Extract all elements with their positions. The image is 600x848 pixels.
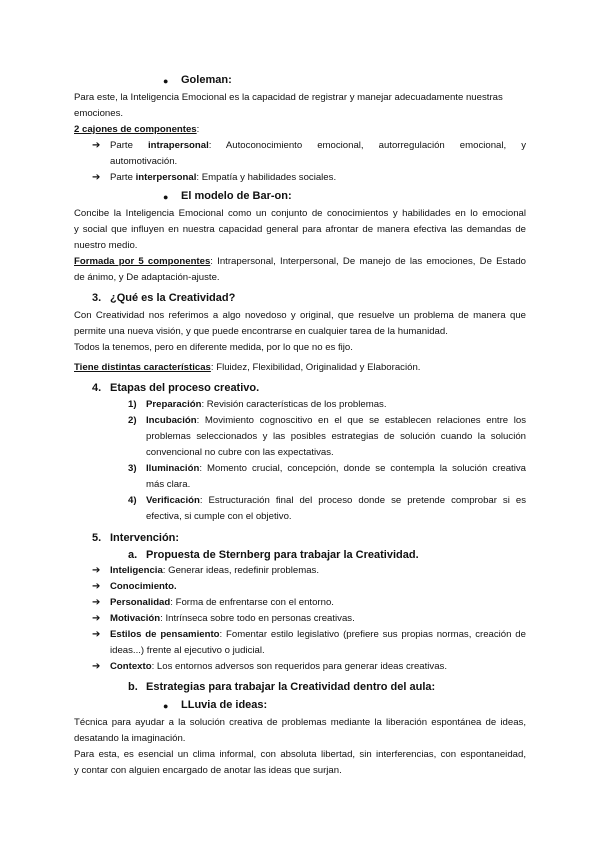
item-key: Contexto [110,661,152,672]
heading-intervencion: Intervención: [110,532,180,544]
parte-text: : Autoconocimiento emocional, autorregulación emocional, y [208,140,526,151]
paragraph-line: Con Creatividad nos referimos a algo novedoso y original, que resuelve un problema de manera que [74,310,526,321]
etapa-text: : Revisión características de los problemas. [201,399,387,410]
arrow-right-icon: ➔ [92,140,101,151]
item-key: Motivación [110,613,161,624]
item-text: : Forma de enfrentarse con el entorno. [170,597,334,608]
bullet-icon: ● [163,192,169,202]
paragraph-line: y contar con alguien encargado de anotar las ideas que surjan. [74,765,342,776]
paragraph-line: y social que influyen en nuestra capacidad general para afrontar de manera efectiva las demandas de [74,224,526,235]
section-number: 3. [92,292,102,304]
item-text: : Los entornos adversos son requeridos para generar ideas creativas. [151,661,448,672]
sternberg-item [110,611,355,627]
sternberg-item [110,595,334,611]
list-number: 2) [128,415,137,426]
arrow-right-icon: ➔ [92,581,101,592]
subsection-letter: a. [128,549,138,561]
bullet-icon: ● [163,701,169,711]
paragraph-line: nuestro medio. [74,240,138,251]
etapa-item [146,493,526,509]
item-text: : Fomentar estilo legislativo (prefiere sus propias normas, creación de [219,629,526,640]
item-text: : Intrínseca sobre todo en personas creativas. [160,613,355,624]
paragraph-line: problemas seleccionados y las posibles estrategias de solución cuando la solución [146,431,526,442]
bullet-icon: ● [163,76,169,86]
etapa-item [146,397,387,413]
parte-interpersonal [110,170,336,186]
arrow-right-icon: ➔ [92,172,101,183]
arrow-right-icon: ➔ [92,597,101,608]
item-key: Inteligencia [110,565,163,576]
etapa-text: : Movimiento cognoscitivo en el que se establecen relaciones entre los [196,415,526,426]
paragraph-line: de ánimo, y De adaptación-ajuste. [74,272,220,283]
section-number: 5. [92,532,102,544]
heading-creatividad: ¿Qué es la Creatividad? [110,292,236,304]
sternberg-item [110,627,526,643]
paragraph-line: Para esta, es esencial un clima informal, con absoluta libertad, sin interferencias, con espontaneidad, [74,749,526,760]
heading-estrategias: Estrategias para trabajar la Creatividad dentro del aula: [146,681,436,693]
paragraph-line: ideas...) frente al ejecutivo o judicial. [110,645,265,656]
formada-line [74,254,526,270]
etapa-key: Verificación [146,495,200,506]
caracteristicas-line [74,360,420,376]
item-key: Conocimiento. [110,581,177,592]
parte-prefix: Parte [110,172,136,183]
paragraph-line: Todos la tenemos, pero en diferente medida, por lo que no es fijo. [74,342,353,353]
section-number: 4. [92,382,102,394]
paragraph-line: emociones. [74,108,124,119]
paragraph-line: más clara. [146,479,191,490]
etapa-text: : Estructuración final del proceso donde se pretende comprobar si es [199,495,526,506]
item-key: Personalidad [110,597,171,608]
paragraph-line: efectiva, si cumple con el objetivo. [146,511,292,522]
parte-prefix: Parte [110,140,148,151]
etapa-key: Incubación [146,415,197,426]
heading-baron: El modelo de Bar-on: [181,190,292,202]
etapa-text: : Momento crucial, concepción, donde se contempla la solución creativa [199,463,526,474]
parte-text: : Empatía y habilidades sociales. [196,172,337,183]
heading-sternberg: Propuesta de Sternberg para trabajar la Creatividad. [146,549,419,561]
heading-goleman: Goleman: [181,74,232,86]
cajones-colon: : [196,124,200,135]
sternberg-item [110,563,319,579]
parte-key: intrapersonal [147,140,209,151]
paragraph-line: automotivación. [110,156,178,167]
list-number: 3) [128,463,137,474]
sternberg-item [110,659,447,675]
list-number: 4) [128,495,137,506]
arrow-right-icon: ➔ [92,565,101,576]
paragraph-line: convencional no cubre con las expectativas. [146,447,334,458]
heading-lluvia: LLuvia de ideas: [181,699,268,711]
etapa-key: Preparación [146,399,202,410]
item-text: : Generar ideas, redefinir problemas. [162,565,320,576]
paragraph-line: desatando la imaginación. [74,733,186,744]
arrow-right-icon: ➔ [92,613,101,624]
etapa-key: Iluminación [146,463,200,474]
formada-text: : Intrapersonal, Interpersonal, De manejo de las emociones, De Estado [210,256,526,267]
arrow-right-icon: ➔ [92,629,101,640]
caracteristicas-text: : Fluidez, Flexibilidad, Originalidad y Elaboración. [210,362,421,373]
subsection-letter: b. [128,681,138,693]
parte-key: interpersonal [135,172,197,183]
paragraph-line: Para este, la Inteligencia Emocional es la capacidad de registrar y manejar adecuadamente nuestras [74,92,503,103]
item-key: Estilos de pensamiento [110,629,220,640]
parte-intrapersonal [110,138,526,154]
paragraph-line: permite una nueva visión, y que puede encontrarse en cualquier tarea de la humanidad. [74,326,448,337]
cajones-line [74,122,199,138]
arrow-right-icon: ➔ [92,661,101,672]
paragraph-line: Técnica para ayudar a la solución creativa de problemas mediante la liberación espontánea de ideas, [74,717,526,728]
formada-label: Formada por 5 componentes [74,256,211,267]
cajones-label: 2 cajones de componentes [74,124,197,135]
caracteristicas-label: Tiene distintas características [74,362,211,373]
heading-etapas: Etapas del proceso creativo. [110,382,260,394]
paragraph-line: Concibe la Inteligencia Emocional como un conjunto de conocimientos y habilidades en lo emocional [74,208,526,219]
list-number: 1) [128,399,137,410]
etapa-item [146,413,526,429]
etapa-item [146,461,526,477]
sternberg-item [110,579,177,595]
